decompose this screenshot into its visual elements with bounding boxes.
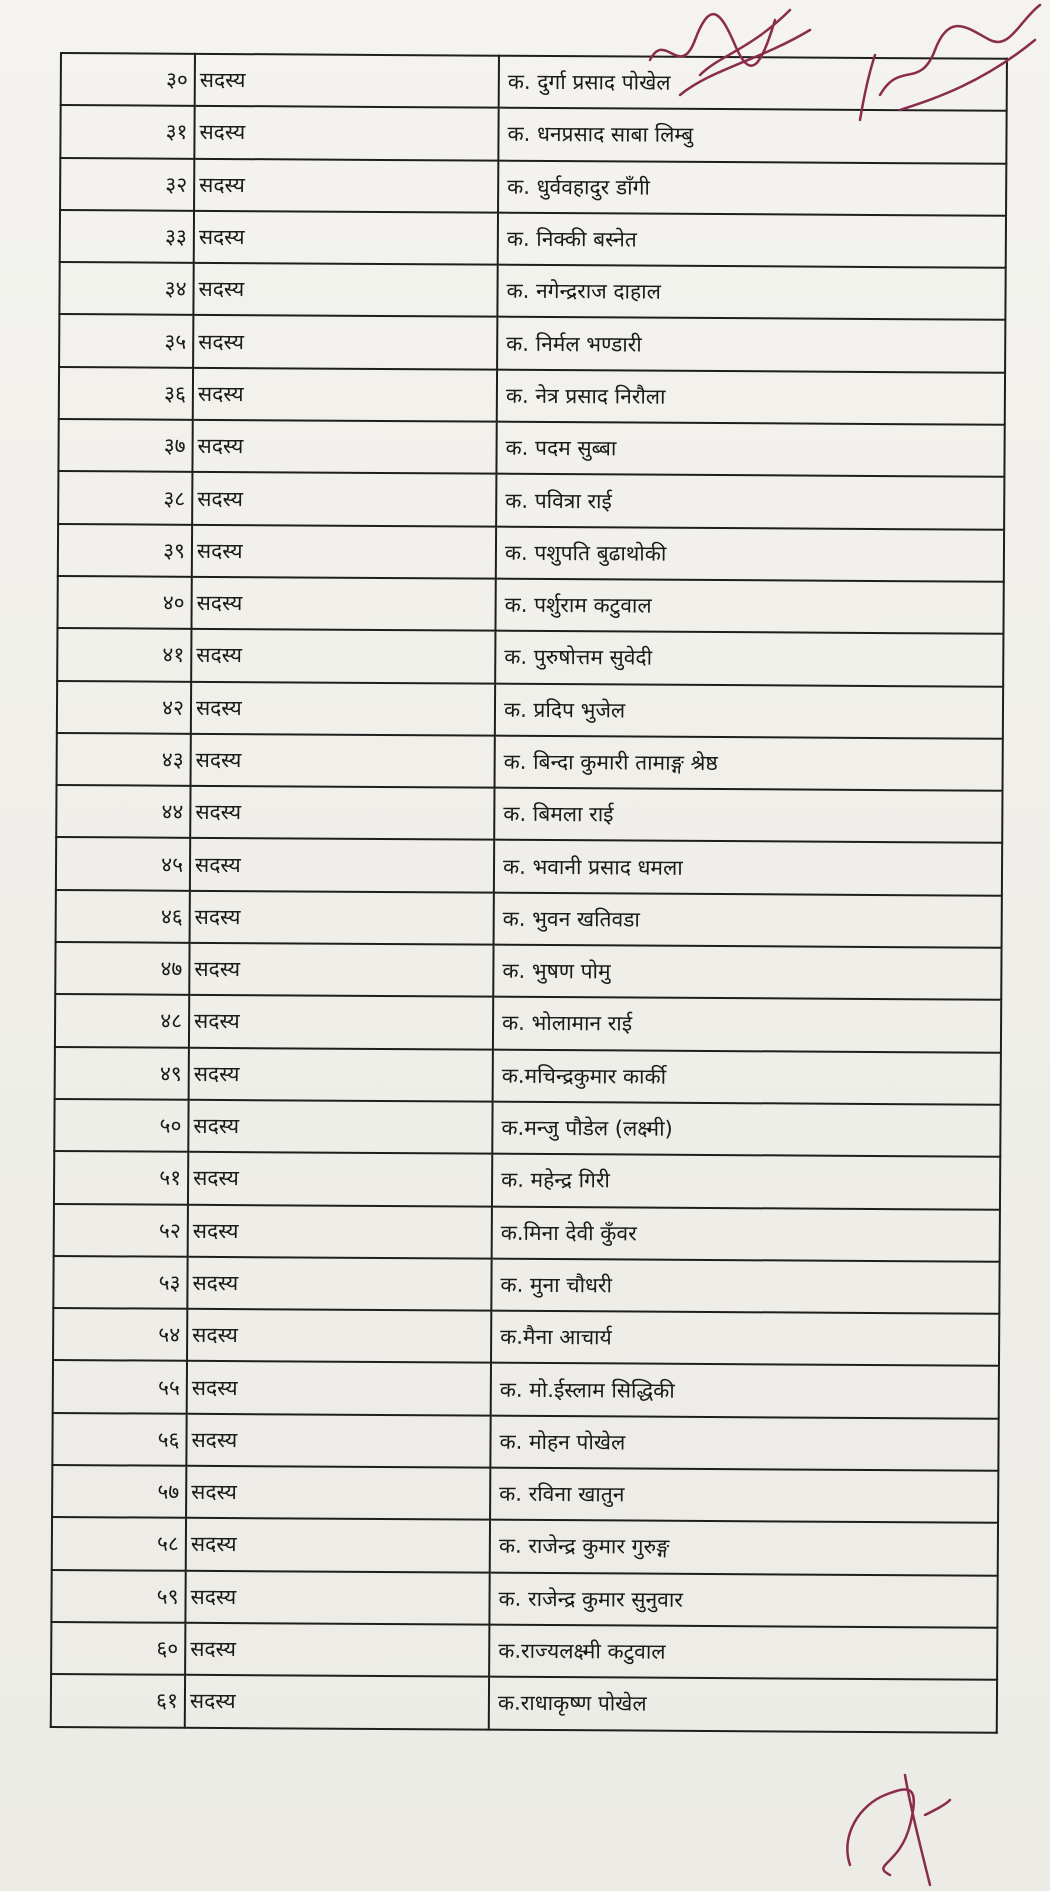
member-name-cell: क. पदम सुब्बा xyxy=(496,422,1004,477)
table-row xyxy=(53,1360,999,1418)
table-row xyxy=(55,942,1001,1000)
table-row xyxy=(54,1151,1000,1209)
serial-number-cell: ५३ xyxy=(53,1256,187,1309)
table-row xyxy=(58,524,1004,582)
member-name-cell: क.राज्यलक्ष्मी कटुवाल xyxy=(489,1625,997,1680)
table-row xyxy=(54,1099,1000,1157)
member-name-cell: क. राजेन्द्र कुमार गुरुङ्ग xyxy=(490,1520,998,1575)
role-cell: सदस्य xyxy=(194,158,498,212)
table-row xyxy=(56,890,1002,948)
serial-number-cell: ६१ xyxy=(51,1674,185,1727)
role-cell: सदस्य xyxy=(186,1414,490,1468)
role-cell: सदस्य xyxy=(194,211,498,265)
serial-number-cell: ४५ xyxy=(56,837,190,890)
serial-number-cell: ४२ xyxy=(57,681,191,734)
serial-number-cell: ४१ xyxy=(57,628,191,681)
member-name-cell: क. महेन्द्र गिरी xyxy=(492,1154,1000,1209)
role-cell: सदस्य xyxy=(187,1309,491,1363)
role-cell: सदस्य xyxy=(188,1204,492,1258)
role-cell: सदस्य xyxy=(189,1047,493,1101)
table-row xyxy=(59,314,1005,372)
member-rows xyxy=(51,53,1007,1732)
role-cell: सदस्य xyxy=(186,1466,490,1520)
table-row xyxy=(52,1413,998,1471)
member-name-cell: क. पर्शुराम कटुवाल xyxy=(495,579,1003,634)
role-cell: सदस्य xyxy=(191,577,495,631)
role-cell: सदस्य xyxy=(187,1361,491,1415)
member-name-cell: क. बिमला राई xyxy=(494,788,1002,843)
serial-number-cell: ३० xyxy=(61,53,195,106)
serial-number-cell: ४६ xyxy=(56,890,190,943)
table-row xyxy=(53,1308,999,1366)
member-table xyxy=(50,52,1008,1733)
table-row xyxy=(57,576,1003,634)
serial-number-cell: ४० xyxy=(57,576,191,629)
member-name-cell: क. बिन्दा कुमारी तामाङ्ग श्रेष्ठ xyxy=(495,736,1003,791)
role-cell: सदस्य xyxy=(190,891,494,945)
role-cell: सदस्य xyxy=(192,472,496,526)
table-row xyxy=(54,1204,1000,1262)
serial-number-cell: ४४ xyxy=(56,785,190,838)
serial-number-cell: ३५ xyxy=(59,314,193,367)
role-cell: सदस्य xyxy=(191,629,495,683)
member-name-cell: क. नगेन्द्रराज दाहाल xyxy=(497,265,1005,320)
serial-number-cell: ५६ xyxy=(52,1413,186,1466)
member-name-cell: क.मचिन्द्रकुमार कार्की xyxy=(493,1049,1001,1104)
member-name-cell: क.मैना आचार्य xyxy=(491,1311,999,1366)
member-name-cell: क. रविना खातुन xyxy=(490,1468,998,1523)
member-name-cell: क. धनप्रसाद साबा लिम्बु xyxy=(498,108,1006,163)
member-name-cell: क. पवित्रा राई xyxy=(496,474,1004,529)
table-row xyxy=(58,419,1004,477)
serial-number-cell: ५२ xyxy=(54,1204,188,1257)
role-cell: सदस्य xyxy=(193,315,497,369)
role-cell: सदस्य xyxy=(190,786,494,840)
serial-number-cell: ३६ xyxy=(59,367,193,420)
member-name-cell: क. मुना चौधरी xyxy=(491,1258,999,1313)
table-row xyxy=(60,158,1006,216)
role-cell: सदस्य xyxy=(190,838,494,892)
serial-number-cell: ३३ xyxy=(60,210,194,263)
table-row xyxy=(51,1570,997,1628)
serial-number-cell: ४७ xyxy=(55,942,189,995)
role-cell: सदस्य xyxy=(192,524,496,578)
member-name-cell: क. भवानी प्रसाद धमला xyxy=(494,840,1002,895)
role-cell: सदस्य xyxy=(191,681,495,735)
serial-number-cell: ३१ xyxy=(60,105,194,158)
table-row xyxy=(57,733,1003,791)
role-cell: सदस्य xyxy=(185,1570,489,1624)
table-row xyxy=(60,210,1006,268)
role-cell: सदस्य xyxy=(193,368,497,422)
member-name-cell: क. धुर्ववहादुर डाँगी xyxy=(498,160,1006,215)
member-name-cell: क. पशुपति बुढाथोकी xyxy=(496,526,1004,581)
table-row xyxy=(59,262,1005,320)
role-cell: सदस्य xyxy=(186,1518,490,1572)
serial-number-cell: ५४ xyxy=(53,1308,187,1361)
role-cell: सदस्य xyxy=(194,106,498,160)
role-cell: सदस्य xyxy=(187,1257,491,1311)
member-name-cell: क.मिना देवी कुँवर xyxy=(492,1206,1000,1261)
serial-number-cell: ५९ xyxy=(51,1570,185,1623)
member-name-cell: क. मो.ईस्लाम सिद्धिकी xyxy=(491,1363,999,1418)
member-name-cell: क.मन्जु पौडेल (लक्ष्मी) xyxy=(492,1102,1000,1157)
member-name-cell: क. भोलामान राई xyxy=(493,997,1001,1052)
serial-number-cell: ५० xyxy=(54,1099,188,1152)
member-name-cell: क. प्रदिप भुजेल xyxy=(495,683,1003,738)
table-row xyxy=(51,1674,997,1732)
table-row xyxy=(57,681,1003,739)
serial-number-cell: ५८ xyxy=(52,1517,186,1570)
table-row xyxy=(60,105,1006,163)
member-name-cell: क.राधाकृष्ण पोखेल xyxy=(489,1677,997,1732)
role-cell: सदस्य xyxy=(192,420,496,474)
role-cell: सदस्य xyxy=(191,734,495,788)
table-row xyxy=(57,628,1003,686)
table-row xyxy=(51,1622,997,1680)
role-cell: सदस्य xyxy=(195,54,499,108)
serial-number-cell: ३९ xyxy=(58,524,192,577)
serial-number-cell: ६० xyxy=(51,1622,185,1675)
serial-number-cell: ५५ xyxy=(53,1360,187,1413)
table-row xyxy=(59,367,1005,425)
serial-number-cell: ४३ xyxy=(57,733,191,786)
role-cell: सदस्य xyxy=(185,1623,489,1677)
member-name-cell: क. भुषण पोमु xyxy=(493,945,1001,1000)
role-cell: सदस्य xyxy=(189,943,493,997)
member-name-cell: क. पुरुषोत्तम सुवेदी xyxy=(495,631,1003,686)
role-cell: सदस्य xyxy=(188,1100,492,1154)
table-row xyxy=(52,1517,998,1575)
member-name-cell: क. मोहन पोखेल xyxy=(490,1415,998,1470)
table-row xyxy=(55,1047,1001,1105)
role-cell: सदस्य xyxy=(193,263,497,317)
serial-number-cell: ३७ xyxy=(58,419,192,472)
signature-bottom-right xyxy=(830,1755,960,1891)
table-row xyxy=(61,53,1007,111)
member-name-cell: क. भुवन खतिवडा xyxy=(494,892,1002,947)
serial-number-cell: ५७ xyxy=(52,1465,186,1518)
table-row xyxy=(56,837,1002,895)
role-cell: सदस्य xyxy=(185,1675,489,1729)
serial-number-cell: ५१ xyxy=(54,1151,188,1204)
role-cell: सदस्य xyxy=(188,1152,492,1206)
table-row xyxy=(56,785,1002,843)
member-name-cell: क. नेत्र प्रसाद निरौला xyxy=(497,369,1005,424)
serial-number-cell: ४८ xyxy=(55,994,189,1047)
table-row xyxy=(53,1256,999,1314)
member-name-cell: क. राजेन्द्र कुमार सुनुवार xyxy=(489,1572,997,1627)
member-name-cell: क. निक्की बस्नेत xyxy=(498,213,1006,268)
serial-number-cell: ४९ xyxy=(55,1047,189,1100)
table-row xyxy=(52,1465,998,1523)
serial-number-cell: ३८ xyxy=(58,471,192,524)
table-row xyxy=(55,994,1001,1052)
role-cell: सदस्य xyxy=(189,995,493,1049)
serial-number-cell: ३४ xyxy=(59,262,193,315)
member-name-cell: क. निर्मल भण्डारी xyxy=(497,317,1005,372)
member-name-cell: क. दुर्गा प्रसाद पोखेल xyxy=(499,56,1007,111)
serial-number-cell: ३२ xyxy=(60,158,194,211)
table-row xyxy=(58,471,1004,529)
